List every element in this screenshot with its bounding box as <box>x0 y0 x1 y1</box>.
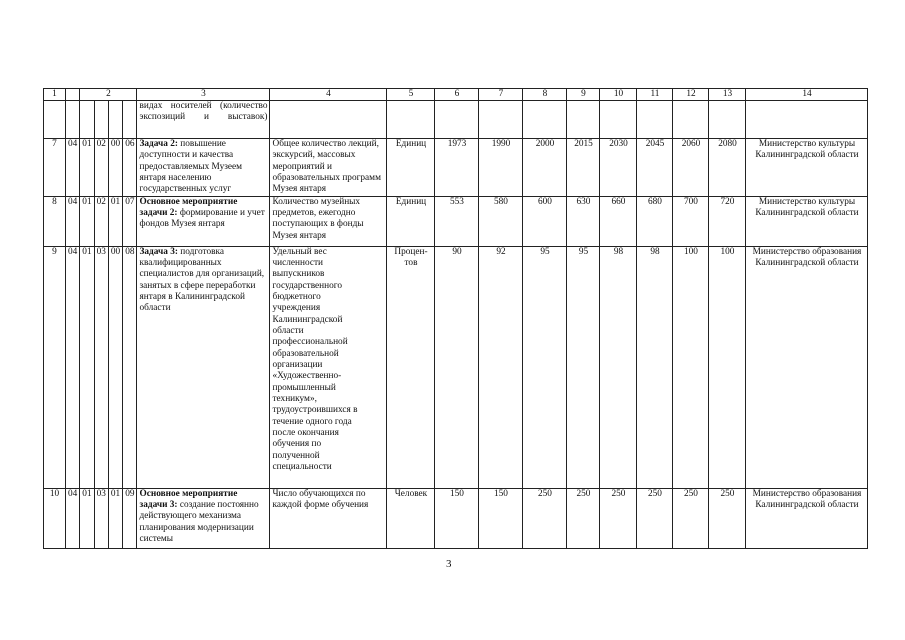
code-3: 02 <box>94 196 108 246</box>
header-row <box>44 89 868 101</box>
task-text: формирование и учет фондов Музея янтаря <box>139 207 265 230</box>
value-cell: 95 <box>567 246 600 488</box>
task-text: повышение доступности и качества предоставляемых Музеем янтаря населению государственных услуг <box>139 139 243 195</box>
value-cell: 250 <box>709 488 746 548</box>
code-2: 01 <box>80 196 94 246</box>
code-5: 08 <box>123 246 137 488</box>
task-cell <box>137 139 270 197</box>
value-cell: 580 <box>479 196 523 246</box>
value-cell: 2030 <box>600 139 637 197</box>
code-5: 09 <box>123 488 137 548</box>
value-cell: 250 <box>567 488 600 548</box>
row-number: 7 <box>44 139 66 197</box>
value-cell: 2045 <box>637 139 673 197</box>
indicator-cell: Количество музейных предметов, ежегодно поступающих в фонды Музея янтаря <box>270 196 387 246</box>
task-cell: видах носителей (количество экспозиций и выставок) <box>137 101 270 139</box>
value-cell: 150 <box>435 488 479 548</box>
task-title: Основное мероприятие задачи 2: <box>139 196 238 218</box>
code-5: 07 <box>123 196 137 246</box>
header-cell-14: 14 <box>746 89 868 101</box>
responsible-cell: Министерство образования Калининградской области <box>746 246 868 488</box>
task-text: подготовка квалифицированных специалистов для организаций, занятых в сфере переработки янтаря в Калининградской области <box>139 246 265 314</box>
task-title: Задача 2: <box>139 139 178 149</box>
header-cell-10: 10 <box>600 89 637 101</box>
header-cell-2: 2 <box>80 89 137 101</box>
unit-cell: Единиц <box>387 139 435 197</box>
value-cell: 600 <box>523 196 567 246</box>
code-1: 04 <box>66 139 80 197</box>
code-4: 00 <box>108 246 122 488</box>
value-cell: 92 <box>479 246 523 488</box>
code-4: 01 <box>108 196 122 246</box>
row-number: 9 <box>44 246 66 488</box>
task-cell <box>137 488 270 548</box>
value-cell: 250 <box>673 488 709 548</box>
value-cell: 98 <box>637 246 673 488</box>
indicator-cell: Число обучающихся по каждой форме обучения <box>270 488 387 548</box>
value-cell: 250 <box>637 488 673 548</box>
value-cell: 1973 <box>435 139 479 197</box>
responsible-cell: Министерство образования Калининградской области <box>746 488 868 548</box>
code-2: 01 <box>80 488 94 548</box>
unit-cell: Процен-тов <box>387 246 435 488</box>
value-cell: 2080 <box>709 139 746 197</box>
code-3: 02 <box>94 139 108 197</box>
table-row <box>44 488 868 548</box>
responsible-cell: Министерство культуры Калининградской области <box>746 139 868 197</box>
page-number: 3 <box>446 558 452 570</box>
header-cell-8: 8 <box>523 89 567 101</box>
task-text: создание постоянно действующего механизма планирования модернизации системы <box>139 499 259 544</box>
unit-cell: Единиц <box>387 196 435 246</box>
unit-cell: Человек <box>387 488 435 548</box>
indicator-text: Удельный вес численности выпускников государственного бюджетного учреждения Калининградской области профессиональной образовательной организации «Художественно-промышленный техникум», трудоустроившихся в течение одного года после окончания обучения по полученной специальности <box>272 246 358 472</box>
code-1: 04 <box>66 246 80 488</box>
header-cell-3: 3 <box>137 89 270 101</box>
table-row <box>44 139 868 197</box>
value-cell: 630 <box>567 196 600 246</box>
table-row <box>44 246 868 488</box>
header-cell-13: 13 <box>709 89 746 101</box>
header-cell-2a <box>66 89 80 101</box>
task-cell <box>137 246 270 488</box>
code-2: 01 <box>80 139 94 197</box>
value-cell: 2000 <box>523 139 567 197</box>
value-cell: 700 <box>673 196 709 246</box>
value-cell: 1990 <box>479 139 523 197</box>
header-cell-9: 9 <box>567 89 600 101</box>
value-cell: 720 <box>709 196 746 246</box>
code-1: 04 <box>66 196 80 246</box>
value-cell: 250 <box>600 488 637 548</box>
code-4: 01 <box>108 488 122 548</box>
code-4: 00 <box>108 139 122 197</box>
table-row <box>44 196 868 246</box>
task-cell <box>137 196 270 246</box>
row-number: 8 <box>44 196 66 246</box>
value-cell: 660 <box>600 196 637 246</box>
program-indicators-table <box>43 88 868 549</box>
value-cell: 553 <box>435 196 479 246</box>
code-3: 03 <box>94 246 108 488</box>
value-cell: 90 <box>435 246 479 488</box>
value-cell: 150 <box>479 488 523 548</box>
task-title: Задача 3: <box>139 246 178 257</box>
header-cell-6: 6 <box>435 89 479 101</box>
table-row-continuation <box>44 101 868 139</box>
value-cell: 100 <box>673 246 709 488</box>
header-cell-7: 7 <box>479 89 523 101</box>
code-2: 01 <box>80 246 94 488</box>
value-cell: 250 <box>523 488 567 548</box>
indicator-cell: Общее количество лекций, экскурсий, массовых мероприятий и образовательных программ Музея янтаря <box>270 139 387 197</box>
value-cell: 2015 <box>567 139 600 197</box>
responsible-cell: Министерство культуры Калининградской области <box>746 196 868 246</box>
header-cell-5: 5 <box>387 89 435 101</box>
header-cell-1: 1 <box>44 89 66 101</box>
code-5: 06 <box>123 139 137 197</box>
code-3: 03 <box>94 488 108 548</box>
indicator-cell <box>270 246 387 488</box>
code-1: 04 <box>66 488 80 548</box>
row-number: 10 <box>44 488 66 548</box>
header-cell-12: 12 <box>673 89 709 101</box>
value-cell: 98 <box>600 246 637 488</box>
header-cell-11: 11 <box>637 89 673 101</box>
value-cell: 680 <box>637 196 673 246</box>
header-cell-4: 4 <box>270 89 387 101</box>
value-cell: 95 <box>523 246 567 488</box>
task-title: Основное мероприятие задачи 3: <box>139 488 238 510</box>
value-cell: 100 <box>709 246 746 488</box>
value-cell: 2060 <box>673 139 709 197</box>
